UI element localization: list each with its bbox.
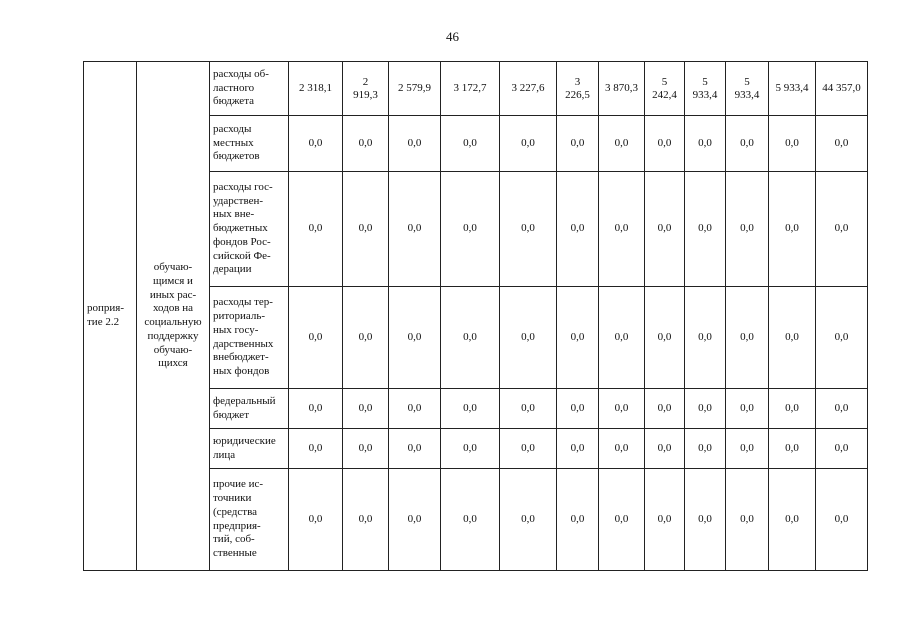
value-cell: 0,0 — [441, 172, 500, 287]
value-cell: 0,0 — [343, 287, 389, 389]
value-cell: 0,0 — [769, 469, 816, 571]
value-cell: 0,0 — [389, 116, 441, 172]
value-cell: 0,0 — [726, 429, 769, 469]
value-cell: 0,0 — [500, 116, 557, 172]
value-cell: 5 933,4 — [685, 62, 726, 116]
value-cell: 2 919,3 — [343, 62, 389, 116]
table-row — [84, 62, 868, 116]
value-cell: 0,0 — [816, 172, 868, 287]
value-cell: 0,0 — [769, 116, 816, 172]
measure-cell: роприя- тие 2.2 — [84, 62, 137, 571]
value-cell: 0,0 — [441, 429, 500, 469]
value-cell: 0,0 — [343, 389, 389, 429]
value-cell: 0,0 — [769, 287, 816, 389]
value-cell: 0,0 — [599, 287, 645, 389]
funding-source-cell: расходы тер- риториаль- ных госу- дарственных внебюджет- ных фондов — [210, 287, 289, 389]
value-cell: 0,0 — [599, 469, 645, 571]
value-cell: 3 870,3 — [599, 62, 645, 116]
value-cell: 0,0 — [343, 469, 389, 571]
value-cell: 0,0 — [685, 469, 726, 571]
value-cell: 0,0 — [769, 172, 816, 287]
value-cell: 0,0 — [500, 469, 557, 571]
value-cell: 0,0 — [289, 172, 343, 287]
value-cell: 0,0 — [500, 429, 557, 469]
funding-source-cell: прочие ис- точники (средства предприя- тий, соб- ственные — [210, 469, 289, 571]
value-cell: 0,0 — [645, 116, 685, 172]
funding-source-cell: расходы об- ластного бюджета — [210, 62, 289, 116]
value-cell: 0,0 — [557, 172, 599, 287]
value-cell: 0,0 — [441, 389, 500, 429]
value-cell: 0,0 — [557, 389, 599, 429]
value-cell: 0,0 — [599, 429, 645, 469]
value-cell: 0,0 — [816, 429, 868, 469]
value-cell: 0,0 — [599, 389, 645, 429]
value-cell: 0,0 — [289, 389, 343, 429]
value-cell: 0,0 — [389, 287, 441, 389]
value-cell: 0,0 — [289, 469, 343, 571]
value-cell: 0,0 — [557, 287, 599, 389]
budget-table — [83, 61, 868, 571]
value-cell: 0,0 — [685, 287, 726, 389]
value-cell: 0,0 — [726, 469, 769, 571]
value-cell: 0,0 — [645, 429, 685, 469]
funding-source-cell: федеральный бюджет — [210, 389, 289, 429]
value-cell: 44 357,0 — [816, 62, 868, 116]
value-cell: 0,0 — [343, 172, 389, 287]
value-cell: 0,0 — [685, 429, 726, 469]
table-body — [84, 62, 868, 571]
value-cell: 0,0 — [726, 287, 769, 389]
value-cell: 0,0 — [685, 389, 726, 429]
value-cell: 0,0 — [441, 116, 500, 172]
value-cell: 0,0 — [289, 429, 343, 469]
value-cell: 0,0 — [289, 116, 343, 172]
value-cell: 2 318,1 — [289, 62, 343, 116]
value-cell: 0,0 — [685, 172, 726, 287]
value-cell: 0,0 — [389, 429, 441, 469]
value-cell: 0,0 — [343, 116, 389, 172]
value-cell: 0,0 — [389, 469, 441, 571]
description-cell: обучаю- щимся и иных рас- ходов на социальную поддержку обучаю- щихся — [137, 62, 210, 571]
funding-source-cell: расходы местных бюджетов — [210, 116, 289, 172]
value-cell: 0,0 — [500, 172, 557, 287]
value-cell: 0,0 — [816, 116, 868, 172]
value-cell: 3 226,5 — [557, 62, 599, 116]
value-cell: 0,0 — [441, 287, 500, 389]
value-cell: 0,0 — [816, 287, 868, 389]
value-cell: 5 933,4 — [769, 62, 816, 116]
value-cell: 0,0 — [557, 469, 599, 571]
value-cell: 0,0 — [500, 287, 557, 389]
value-cell: 5 242,4 — [645, 62, 685, 116]
value-cell: 0,0 — [726, 389, 769, 429]
value-cell: 0,0 — [645, 389, 685, 429]
value-cell: 3 227,6 — [500, 62, 557, 116]
value-cell: 0,0 — [769, 429, 816, 469]
page-number: 46 — [446, 29, 459, 44]
value-cell: 0,0 — [289, 287, 343, 389]
value-cell: 0,0 — [685, 116, 726, 172]
value-cell: 0,0 — [645, 172, 685, 287]
value-cell: 0,0 — [500, 389, 557, 429]
value-cell: 0,0 — [816, 469, 868, 571]
funding-source-cell: расходы гос- ударствен- ных вне- бюджетных фондов Рос- сийской Фе- дерации — [210, 172, 289, 287]
value-cell: 0,0 — [726, 116, 769, 172]
value-cell: 0,0 — [557, 116, 599, 172]
value-cell: 5 933,4 — [726, 62, 769, 116]
value-cell: 0,0 — [441, 469, 500, 571]
value-cell: 0,0 — [726, 172, 769, 287]
value-cell: 0,0 — [389, 172, 441, 287]
value-cell: 3 172,7 — [441, 62, 500, 116]
value-cell: 0,0 — [599, 116, 645, 172]
value-cell: 0,0 — [769, 389, 816, 429]
value-cell: 0,0 — [645, 469, 685, 571]
funding-source-cell: юридические лица — [210, 429, 289, 469]
value-cell: 0,0 — [599, 172, 645, 287]
value-cell: 0,0 — [645, 287, 685, 389]
value-cell: 2 579,9 — [389, 62, 441, 116]
value-cell: 0,0 — [389, 389, 441, 429]
value-cell: 0,0 — [816, 389, 868, 429]
value-cell: 0,0 — [343, 429, 389, 469]
value-cell: 0,0 — [557, 429, 599, 469]
